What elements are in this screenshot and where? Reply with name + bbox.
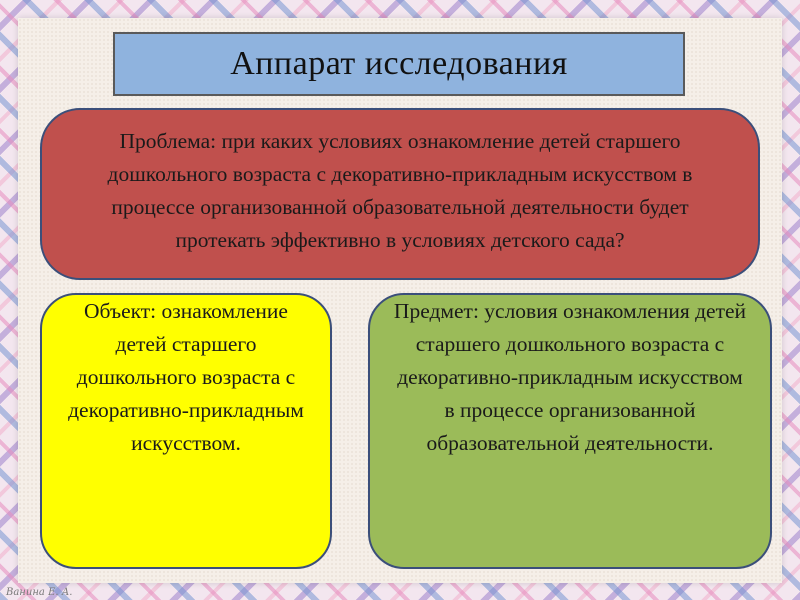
subject-text: Предмет: условия ознакомления детей старшего дошкольного возраста с декоративно-прикладным искусством в процессе организованной образовательной деятельности.: [393, 299, 747, 455]
title-box: [113, 32, 685, 96]
slide-title: Аппарат исследования: [230, 45, 568, 82]
object-text: Объект: ознакомление детей старшего дошкольного возраста с декоративно-прикладным искусством.: [68, 299, 304, 455]
subject-box: [368, 293, 772, 569]
author-signature: Ванина Е. А.: [6, 587, 73, 598]
problem-text: Проблема: при каких условиях ознакомление детей старшего дошкольного возраста с декоративно-прикладным искусством в процессе организованной образовательной деятельности будет протекать эффективно в условиях детского сада?: [107, 129, 693, 252]
problem-box: [40, 108, 760, 280]
object-box: [40, 293, 332, 569]
